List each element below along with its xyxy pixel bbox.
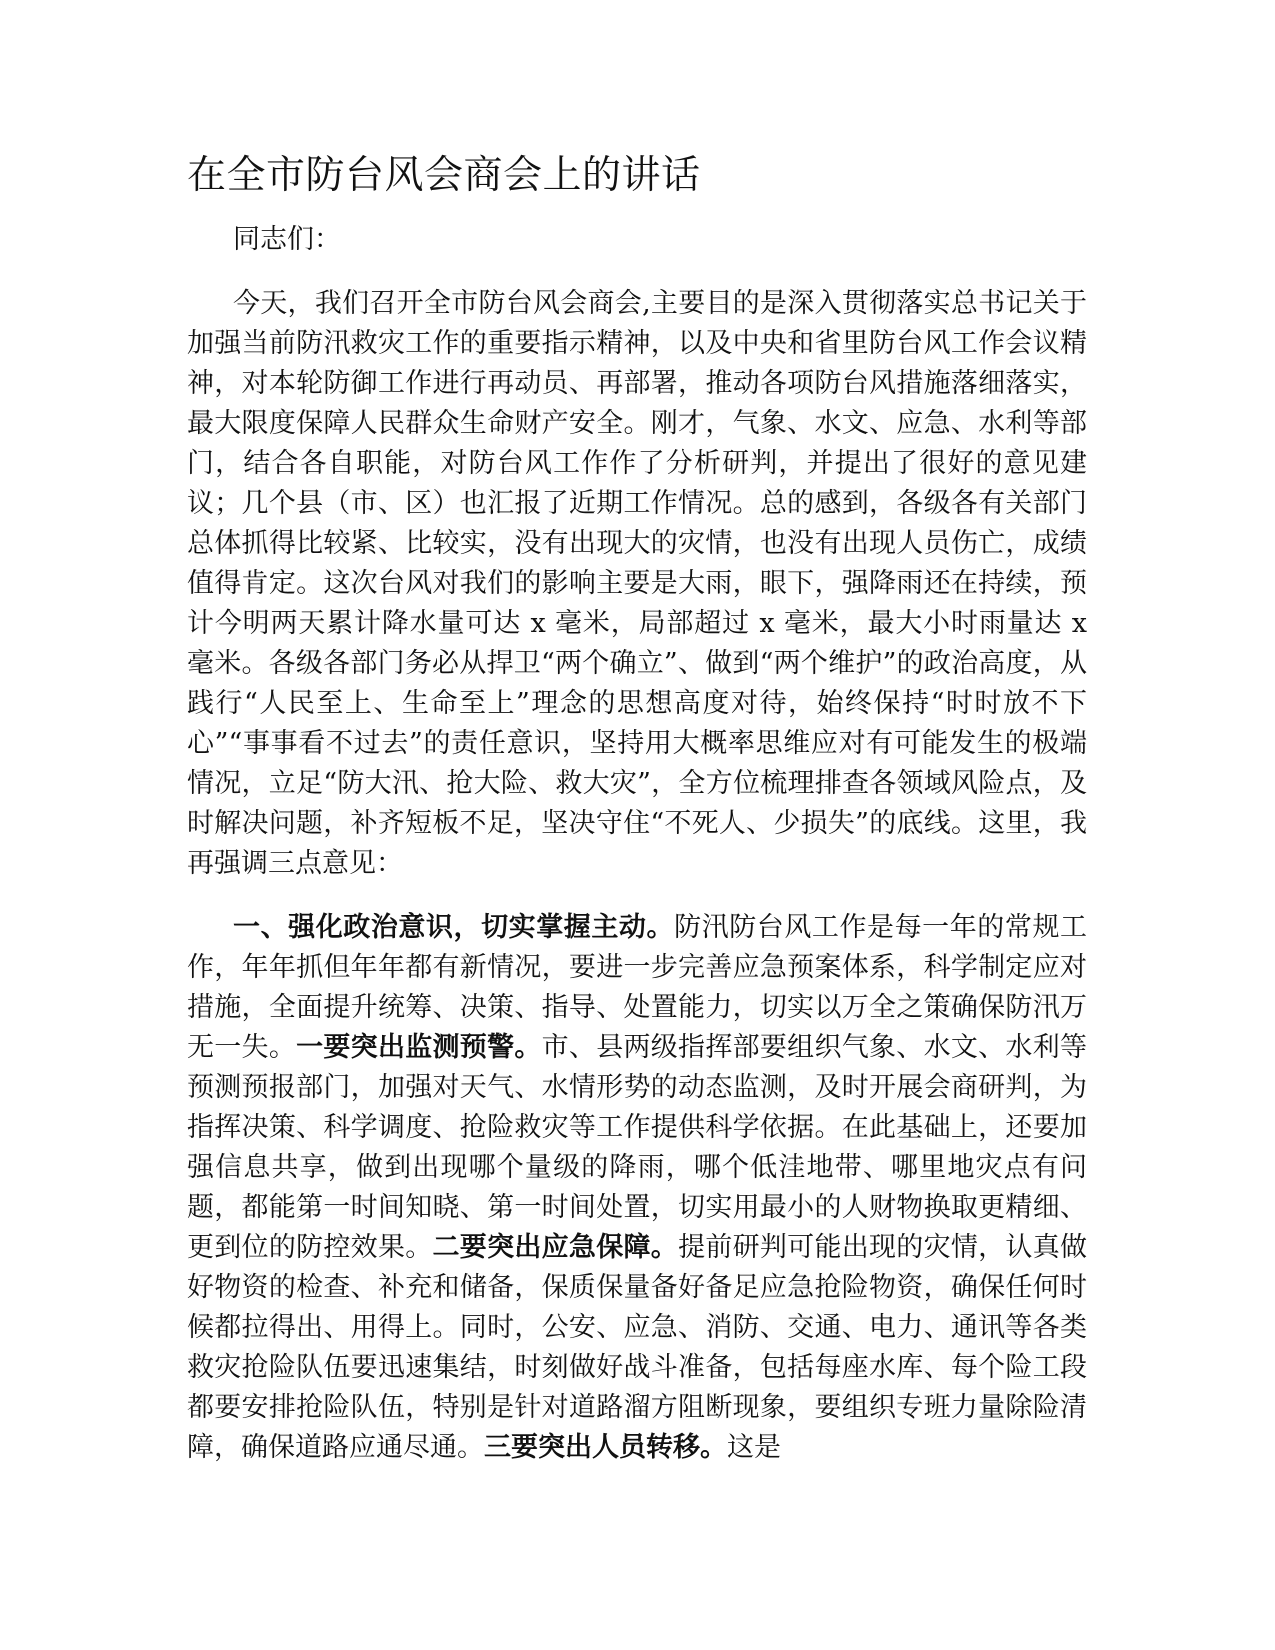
section-1-heading: 一、强化政治意识，切实掌握主动。 [233, 912, 675, 943]
salutation: 同志们： [233, 224, 341, 255]
point-3-text: 这是 [727, 1432, 781, 1463]
point-2-heading: 二要突出应急保障。 [432, 1232, 679, 1263]
section-1-text: 防汛防台风工作是每一年的常规工作，年年抓但年年都有新情况，要进一步完善应急预案体系，科学制定应对措施，全面提升统筹、决策、指导、处置能力，切实以万全之策确保防汛万无一失。 [187, 912, 1088, 1063]
paragraph-intro: 今天，我们召开全市防台风会商会,主要目的是深入贯彻落实总书记关于加强当前防汛救灾工作的重要指示精神，以及中央和省里防台风工作会议精神，对本轮防御工作进行再动员、再部署，推动各项防台风措施落细落实，最大限度保障人民群众生命财产安全。刚才，气象、水文、应急、水利等部门，结合各自职能，对防台风工作作了分析研判，并提出了很好的意见建议；几个县（市、区）也汇报了近期工作情况。总的感到，各级各有关部门总体抓得比较紧、比较实，没有出现大的灾情，也没有出现人员伤亡，成绩值得肯定。这次台风对我们的影响主要是大雨，眼下，强降雨还在持续，预计今明两天累计降水量可达 x 毫米，局部超过 x 毫米，最大小时雨量达 x 毫米。各级各部门务必从捍卫“两个确立”、做到“两个维护”的政治高度，从践行“人民至上、生命至上”理念的思想高度对待，始终保持“时时放不下心”“事事看不过去”的责任意识，坚持用大概率思维应对有可能发生的极端情况，立足“防大汛、抢大险、救大灾”，全方位梳理排查各领域风险点，及时解决问题，补齐短板不足，坚决守住“不死人、少损失”的底线。这里，我再强调三点意见： [187, 288, 1087, 879]
paragraph-section-1 [187, 908, 1087, 1468]
point-1-heading: 一要突出监测预警。 [296, 1032, 542, 1063]
document-page [187, 150, 1087, 1468]
document-title: 在全市防台风会商会上的讲话 [187, 153, 701, 198]
point-2-text: 提前研判可能出现的灾情，认真做好物资的检查、补充和储备，保质保量备好备足应急抢险物资，确保任何时候都拉得出、用得上。同时，公安、应急、消防、交通、电力、通讯等各类救灾抢险队伍要迅速集结，时刻做好战斗准备，包括每座水库、每个险工段都要安排抢险队伍，特别是针对道路溜方阻断现象，要组织专班力量除险清障，确保道路应通尽通。 [187, 1232, 1087, 1463]
point-3-heading: 三要突出人员转移。 [484, 1432, 727, 1463]
point-1-text: 市、县两级指挥部要组织气象、水文、水利等预测预报部门，加强对天气、水情形势的动态监测，及时开展会商研判，为指挥决策、科学调度、抢险救灾等工作提供科学依据。在此基础上，还要加强信息共享，做到出现哪个量级的降雨，哪个低洼地带、哪里地灾点有问题，都能第一时间知晓、第一时间处置，切实用最小的人财物换取更精细、更到位的防控效果。 [187, 1032, 1087, 1263]
